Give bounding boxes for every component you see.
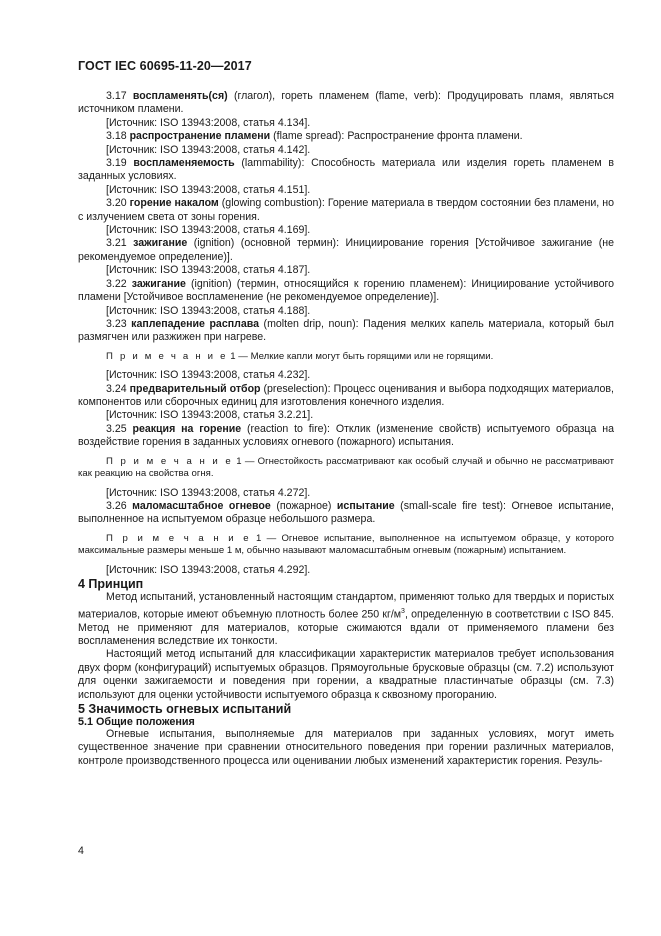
term-3-20-source: [Источник: ISO 13943:2008, статья 4.169]. xyxy=(106,224,311,237)
section-4-title: 4 Принцип xyxy=(78,577,144,592)
term-3-19-source: [Источник: ISO 13943:2008, статья 4.151]. xyxy=(106,183,311,196)
term-3-26-note: П р и м е ч а н и е 1 — Огневое испытание, выполненное на испытуемом образце, у которого максимальные размеры меньше 1 м, обычно называют маломасштабным огневым (пожарным) испытанием. xyxy=(78,532,614,557)
section-5-1-title: 5.1 Общие положения xyxy=(78,716,195,729)
term-3-24: 3.24 предварительный отбор (preselection): Процесс оценивания и выбора подходящих материалов, компонентов или сборочных единиц для изготовления конечного изделия. xyxy=(78,382,614,409)
section-4-paragraph-2: Настоящий метод испытаний для классификации характеристик материалов требует использования двух форм (конфигураций) испытуемых образцов. Прямоугольные брусковые образцы (см. 7.2) используют для оценки зажигаемости и поведения при горении, а квадратные пластинчатые образцы (см. 7.3) используют для оценки устойчивости испытуемого образца к сквозному прогоранию. xyxy=(78,648,614,701)
term-3-21-source: [Источник: ISO 13943:2008, статья 4.187]. xyxy=(106,264,311,277)
term-3-18: 3.18 распространение пламени (flame spread): Распространение фронта пламени. xyxy=(106,130,523,143)
term-3-25-note: П р и м е ч а н и е 1 — Огнестойкость рассматривают как особый случай и обычно не рассматривают как реакцию на свойства огня. xyxy=(78,455,614,480)
term-3-23-note: П р и м е ч а н и е 1 — Мелкие капли могут быть горящими или не горящими. xyxy=(106,350,494,362)
section-4-paragraph-1: Метод испытаний, установленный настоящим стандартом, применяют только для твердых и пористых материалов, которые имеют объемную плотность более 250 $кг/м^3$, определенную в соответствии с ISO 845. Метод не применяют для материалов, которые сжимаются вдали от применяемого пламени без воспламенения вследствие их тонкости. xyxy=(78,591,614,648)
page-number: 4 xyxy=(78,845,84,857)
term-3-21: 3.21 зажигание (ignition) (основной термин): Инициирование горения [Устойчивое зажигание (не рекомендуемое определение)]. xyxy=(78,237,614,263)
term-3-17: 3.17 воспламенять(ся) (глагол), гореть пламенем (flame, verb): Продуцировать пламя, являться источником пламени. xyxy=(78,90,614,116)
term-3-26: 3.26 маломасштабное огневое (пожарное) испытание (small-scale fire test): Огневое испытание, выполненное на испытуемом образце небольшого размера. xyxy=(78,500,614,526)
term-3-24-source: [Источник: ISO 13943:2008, статья 3.2.21]. xyxy=(106,409,314,422)
document-header: ГОСТ IEC 60695-11-20—2017 xyxy=(78,59,252,73)
term-3-25: 3.25 реакция на горение (reaction to fire): Отклик (изменение свойств) испытуемого образца на воздействие горения в заданных условиях огневого (пожарного) испытания. xyxy=(78,422,614,449)
section-5-1-paragraph-1: Огневые испытания, выполняемые для материалов при заданных условиях, могут иметь существенное значение при сравнении относительного поведения при горении различных материалов, контроле производственного процесса или оценивании любых изменений характеристик горения. Резуль- xyxy=(78,728,614,767)
term-3-22-source: [Источник: ISO 13943:2008, статья 4.188]. xyxy=(106,304,311,317)
term-3-23: 3.23 каплепадение расплава (molten drip, noun): Падения мелких капель материала, который был размягчен или разжижен при нагреве. xyxy=(78,317,614,344)
term-3-23-source: [Источник: ISO 13943:2008, статья 4.232]. xyxy=(106,369,311,382)
page-content xyxy=(78,90,614,768)
term-3-18-source: [Источник: ISO 13943:2008, статья 4.142]. xyxy=(106,143,311,156)
term-3-25-source: [Источник: ISO 13943:2008, статья 4.272]. xyxy=(106,486,311,499)
term-3-17-source: [Источник: ISO 13943:2008, статья 4.134]. xyxy=(106,116,311,129)
term-3-22: 3.22 зажигание (ignition) (термин, относящийся к горению пламенем): Инициирование устойчивого пламени [Устойчивое воспламенение (не рекомендуемое определение)]. xyxy=(78,277,614,304)
term-3-19: 3.19 воспламеняемость (lammability): Способность материала или изделия гореть пламенем в заданных условиях. xyxy=(78,157,614,183)
term-3-26-source: [Источник: ISO 13943:2008, статья 4.292]. xyxy=(106,563,311,576)
term-3-20: 3.20 горение накалом (glowing combustion): Горение материала в твердом состоянии без пламени, но с излучением света от зоны горения. xyxy=(78,197,614,223)
section-5-title: 5 Значимость огневых испытаний xyxy=(78,702,292,717)
